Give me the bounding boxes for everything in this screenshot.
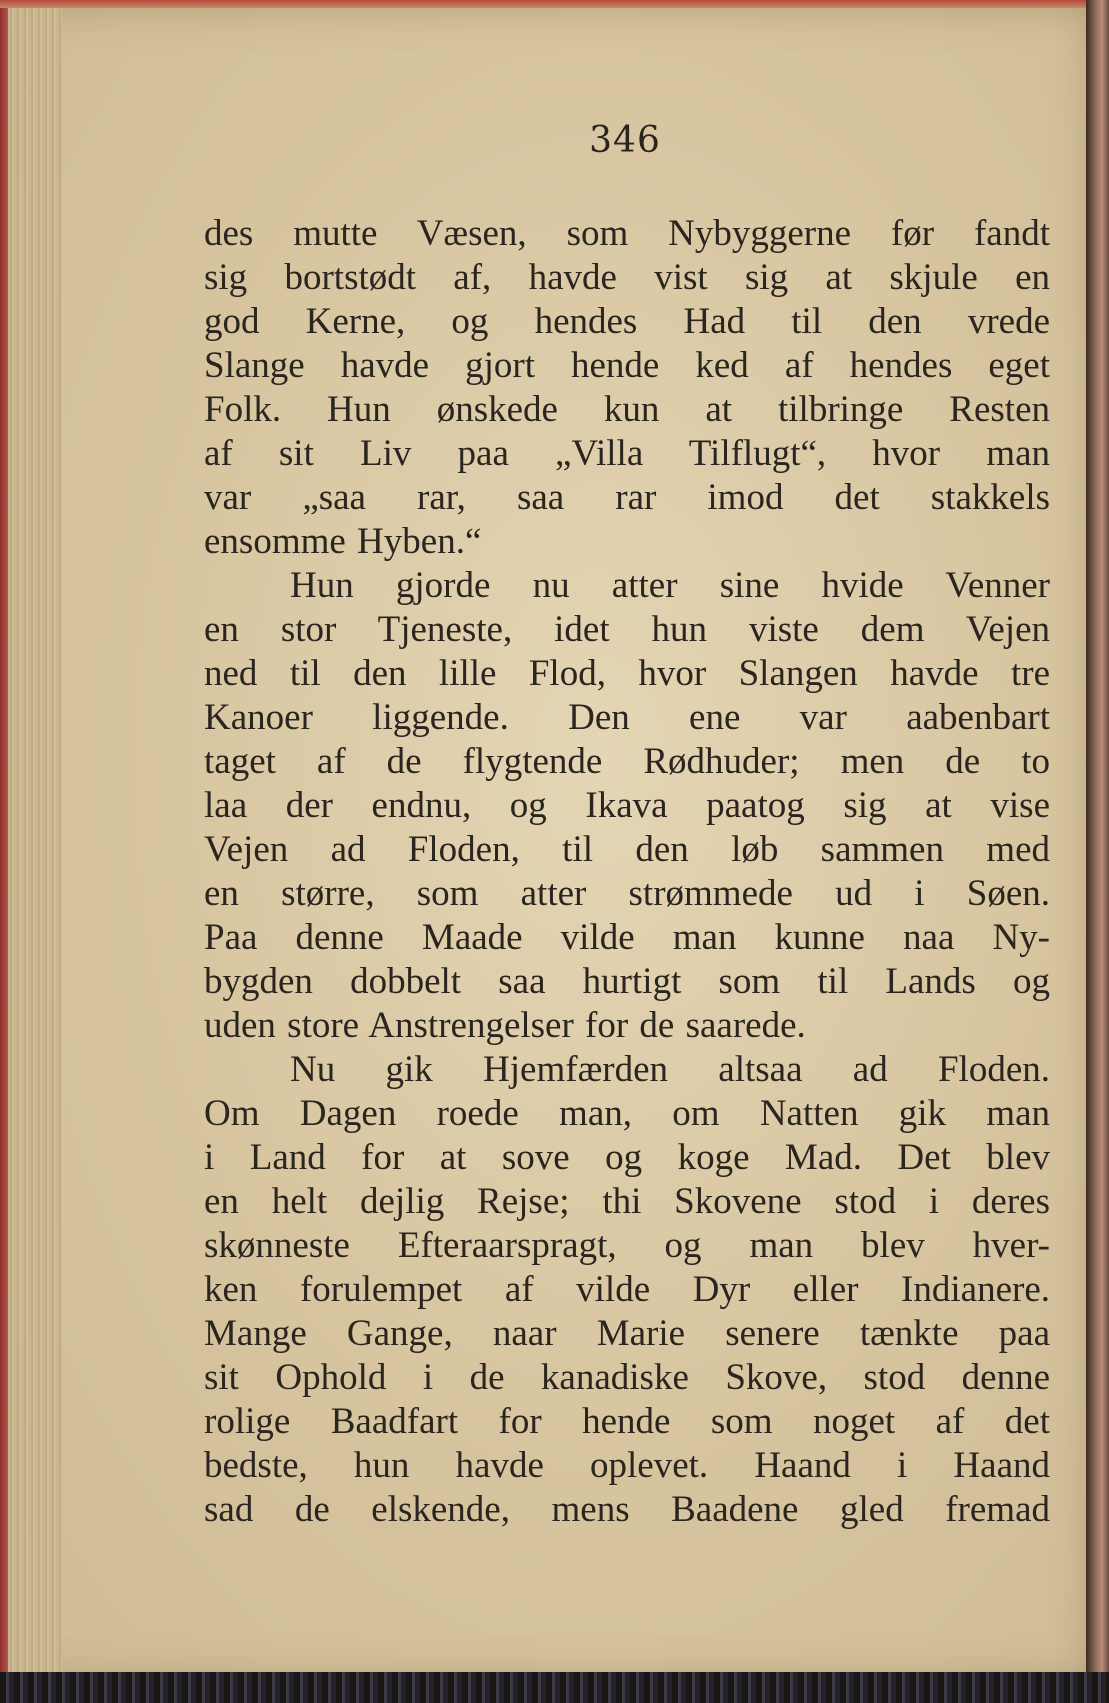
body-text (204, 212, 1050, 1532)
text-line: laa der endnu, og Ikava paatog sig at vise (204, 785, 1050, 826)
text-line: sit Ophold i de kanadiske Skove, stod denne (204, 1357, 1050, 1398)
book-bottom-edge (0, 1672, 1109, 1703)
text-line: des mutte Væsen, som Nybyggerne før fandt (204, 213, 1050, 254)
text-line: Nu gik Hjemfærden altsaa ad Floden. (290, 1049, 1050, 1090)
text-line: Om Dagen roede man, om Natten gik man (204, 1093, 1050, 1134)
text-line: var „saa rar, saa rar imod det stakkels (204, 477, 1050, 518)
text-line: Vejen ad Floden, til den løb sammen med (204, 829, 1050, 870)
text-line: af sit Liv paa „Villa Tilflugt“, hvor man (204, 433, 1050, 474)
text-line: en stor Tjeneste, idet hun viste dem Vejen (204, 609, 1050, 650)
text-line: en helt dejlig Rejse; thi Skovene stod i deres (204, 1181, 1050, 1222)
text-line: skønneste Efteraarspragt, og man blev hver- (204, 1225, 1050, 1266)
text-line: i Land for at sove og koge Mad. Det blev (204, 1137, 1050, 1178)
text-line: ensomme Hyben.“ (204, 521, 482, 562)
text-line: taget af de flygtende Rødhuder; men de to (204, 741, 1050, 782)
text-line: en større, som atter strømmede ud i Søen. (204, 873, 1050, 914)
text-line: sig bortstødt af, havde vist sig at skjule en (204, 257, 1050, 298)
text-line: sad de elskende, mens Baadene gled fremad (204, 1489, 1050, 1530)
text-line: uden store Anstrengelser for de saarede. (204, 1005, 806, 1046)
cover-spine-edge (0, 8, 8, 1680)
text-line: Kanoer liggende. Den ene var aabenbart (204, 697, 1050, 738)
text-line: Paa denne Maade vilde man kunne naa Ny- (204, 917, 1050, 958)
book-binding-edge (1086, 0, 1109, 1703)
text-line: Slange havde gjort hende ked af hendes eget (204, 345, 1050, 386)
text-line: Hun gjorde nu atter sine hvide Venner (290, 565, 1050, 606)
text-line: rolige Baadfart for hende som noget af det (204, 1401, 1050, 1442)
text-line: god Kerne, og hendes Had til den vrede (204, 301, 1050, 342)
text-line: ned til den lille Flod, hvor Slangen havde tre (204, 653, 1050, 694)
text-line: Mange Gange, naar Marie senere tænkte paa (204, 1313, 1050, 1354)
text-line: bygden dobbelt saa hurtigt som til Lands og (204, 961, 1050, 1002)
page-stack-edge (0, 8, 62, 1680)
text-line: Folk. Hun ønskede kun at tilbringe Resten (204, 389, 1050, 430)
text-line: bedste, hun havde oplevet. Haand i Haand (204, 1445, 1050, 1486)
page-number: 346 (589, 120, 661, 161)
text-line: ken forulempet af vilde Dyr eller Indianere. (204, 1269, 1050, 1310)
